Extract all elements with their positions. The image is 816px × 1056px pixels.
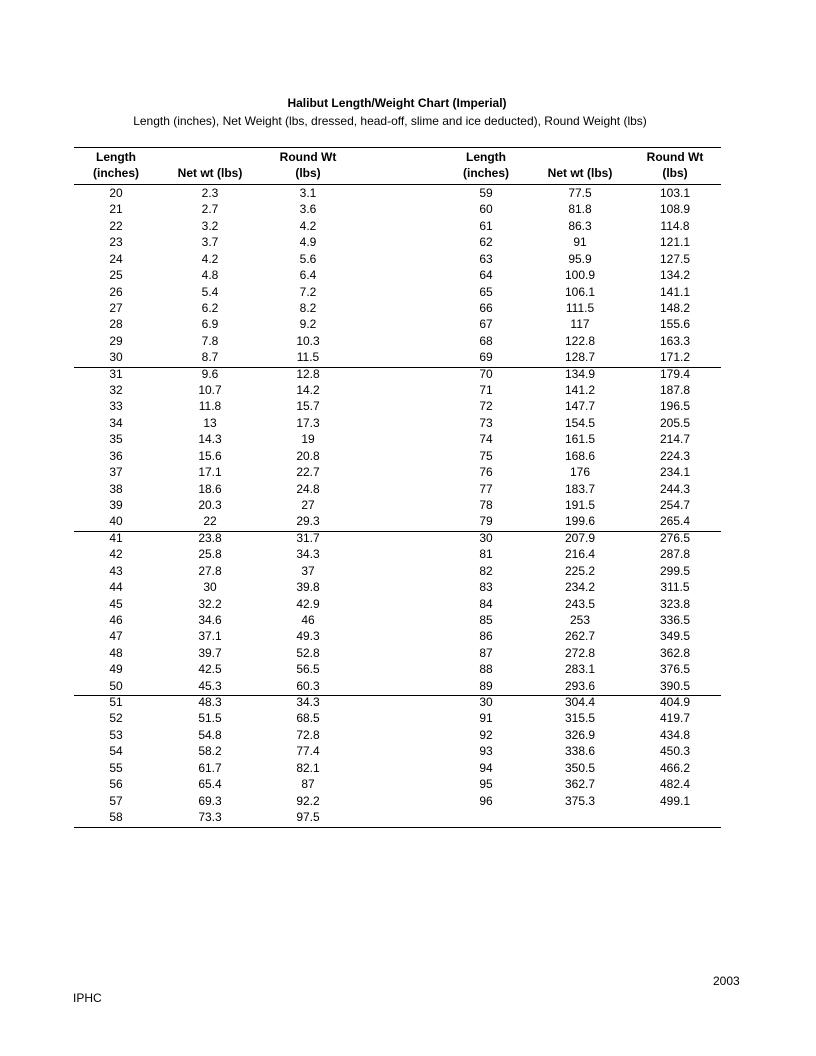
cell-length: 81 xyxy=(479,547,493,562)
cell-round-weight: 82.1 xyxy=(296,760,320,775)
cell-net-weight: 117 xyxy=(570,317,590,332)
cell-round-weight: 254.7 xyxy=(659,497,691,512)
cell-net-weight: 9.6 xyxy=(201,366,219,381)
cell-length: 77 xyxy=(479,481,493,496)
cell-net-weight: 23.8 xyxy=(198,530,222,545)
cell-round-weight: 4.9 xyxy=(299,235,317,250)
cell-net-weight: 106.1 xyxy=(564,284,596,299)
cell-net-weight: 10.7 xyxy=(198,383,222,398)
cell-net-weight: 65.4 xyxy=(198,777,222,792)
cell-length: 45 xyxy=(109,596,123,611)
cell-length: 85 xyxy=(479,612,493,627)
cell-net-weight: 375.3 xyxy=(564,793,596,808)
cell-length: 83 xyxy=(479,580,493,595)
cell-length: 44 xyxy=(109,580,123,595)
cell-length: 34 xyxy=(109,415,123,430)
cell-round-weight: 14.2 xyxy=(296,383,320,398)
cell-net-weight: 134.9 xyxy=(564,366,596,381)
cell-net-weight: 293.6 xyxy=(564,678,596,693)
footer-organization: IPHC xyxy=(73,991,102,1005)
cell-length: 40 xyxy=(109,514,123,529)
cell-net-weight: 2.3 xyxy=(201,186,219,200)
cell-net-weight: 154.5 xyxy=(564,415,596,430)
cell-net-weight: 86.3 xyxy=(568,218,592,233)
cell-net-weight: 338.6 xyxy=(564,744,596,759)
cell-length: 71 xyxy=(479,383,493,398)
cell-net-weight: 2.7 xyxy=(201,202,219,217)
cell-length: 30 xyxy=(109,350,123,365)
cell-net-weight: 4.8 xyxy=(201,268,219,283)
cell-length: 89 xyxy=(479,678,493,693)
header-roundwt-left-line2: (lbs) xyxy=(295,166,321,180)
cell-net-weight: 4.2 xyxy=(201,251,219,266)
cell-net-weight: 5.4 xyxy=(201,284,219,299)
cell-round-weight: 15.7 xyxy=(296,399,320,414)
cell-length: 36 xyxy=(109,448,123,463)
cell-length: 59 xyxy=(479,186,493,200)
cell-round-weight: 27 xyxy=(301,497,315,512)
cell-net-weight: 91 xyxy=(573,235,587,250)
cell-length: 21 xyxy=(109,202,123,217)
cell-net-weight: 13 xyxy=(203,415,217,430)
cell-length: 70 xyxy=(479,366,493,381)
cell-net-weight: 22 xyxy=(203,514,217,529)
cell-length: 86 xyxy=(479,629,493,644)
header-length-left-line2: (inches) xyxy=(92,166,139,180)
cell-net-weight: 3.7 xyxy=(201,235,219,250)
cell-length: 63 xyxy=(479,251,493,266)
cell-round-weight: 72.8 xyxy=(296,727,320,742)
cell-net-weight: 15.6 xyxy=(198,448,222,463)
cell-net-weight: 141.2 xyxy=(564,383,596,398)
cell-round-weight: 214.7 xyxy=(659,432,691,447)
cell-length: 24 xyxy=(109,251,123,266)
cell-net-weight: 51.5 xyxy=(198,711,222,726)
cell-net-weight: 262.7 xyxy=(564,629,596,644)
cell-length: 25 xyxy=(109,268,123,283)
cell-round-weight: 9.2 xyxy=(299,317,317,332)
cell-round-weight: 499.1 xyxy=(659,793,691,808)
cell-net-weight: 18.6 xyxy=(198,481,222,496)
cell-round-weight: 323.8 xyxy=(659,596,691,611)
header-netwt-left: Net wt (lbs) xyxy=(177,166,243,180)
cell-net-weight: 17.1 xyxy=(198,465,222,480)
cell-round-weight: 349.5 xyxy=(659,629,691,644)
cell-length: 37 xyxy=(109,465,123,480)
cell-length: 64 xyxy=(479,268,493,283)
cell-length: 66 xyxy=(479,300,493,315)
cell-length: 55 xyxy=(109,760,123,775)
cell-net-weight: 11.8 xyxy=(198,399,222,414)
header-length-left-line1: Length xyxy=(96,150,136,164)
cell-net-weight: 362.7 xyxy=(564,777,596,792)
cell-round-weight: 34.3 xyxy=(296,695,320,710)
cell-round-weight: 265.4 xyxy=(659,514,691,529)
cell-round-weight: 311.5 xyxy=(660,580,690,595)
cell-length: 82 xyxy=(479,563,493,578)
cell-round-weight: 34.3 xyxy=(296,547,320,562)
cell-net-weight: 95.9 xyxy=(568,251,592,266)
cell-net-weight: 234.2 xyxy=(564,580,596,595)
cell-round-weight: 163.3 xyxy=(659,333,691,348)
cell-round-weight: 376.5 xyxy=(659,662,691,677)
cell-round-weight: 10.3 xyxy=(296,333,320,348)
cell-net-weight: 315.5 xyxy=(564,711,596,726)
header-roundwt-left-line1: Round Wt xyxy=(279,150,337,164)
cell-net-weight: 30 xyxy=(203,580,217,595)
cell-length: 33 xyxy=(109,399,123,414)
cell-net-weight: 350.5 xyxy=(564,760,596,775)
cell-net-weight: 73.3 xyxy=(198,809,222,824)
cell-round-weight: 108.9 xyxy=(659,202,691,217)
cell-length: 26 xyxy=(109,284,123,299)
cell-round-weight: 419.7 xyxy=(659,711,691,726)
cell-length: 29 xyxy=(109,333,123,348)
cell-length: 42 xyxy=(109,547,123,562)
cell-round-weight: 103.1 xyxy=(659,186,691,200)
cell-net-weight: 128.7 xyxy=(564,350,596,365)
cell-length: 79 xyxy=(479,514,493,529)
cell-length: 23 xyxy=(109,235,123,250)
cell-round-weight: 466.2 xyxy=(659,760,691,775)
cell-round-weight: 5.6 xyxy=(299,251,317,266)
cell-round-weight: 244.3 xyxy=(659,481,691,496)
cell-round-weight: 6.4 xyxy=(299,268,317,283)
cell-round-weight: 7.2 xyxy=(299,284,317,299)
cell-round-weight: 24.8 xyxy=(296,481,320,496)
cell-length: 92 xyxy=(479,727,493,742)
cell-round-weight: 141.1 xyxy=(659,284,691,299)
cell-round-weight: 31.7 xyxy=(296,530,320,545)
cell-net-weight: 199.6 xyxy=(564,514,596,529)
cell-round-weight: 92.2 xyxy=(296,793,320,808)
cell-round-weight: 336.5 xyxy=(659,612,691,627)
cell-net-weight: 176 xyxy=(569,465,591,480)
cell-round-weight: 52.8 xyxy=(296,645,320,660)
cell-length: 72 xyxy=(479,399,493,414)
cell-round-weight: 29.3 xyxy=(296,514,320,529)
cell-length: 20 xyxy=(109,186,123,200)
cell-round-weight: 127.5 xyxy=(659,251,691,266)
cell-length: 96 xyxy=(479,793,493,808)
cell-round-weight: 8.2 xyxy=(299,300,317,315)
cell-length: 39 xyxy=(109,497,123,512)
cell-length: 52 xyxy=(109,711,123,726)
cell-length: 78 xyxy=(479,497,493,512)
cell-length: 35 xyxy=(109,432,123,447)
table-top-rule xyxy=(74,147,721,148)
cell-length: 32 xyxy=(109,383,123,398)
cell-net-weight: 34.6 xyxy=(198,612,222,627)
cell-length: 65 xyxy=(479,284,493,299)
header-roundwt-right-line2: (lbs) xyxy=(662,166,688,180)
cell-length: 27 xyxy=(109,300,123,315)
cell-net-weight: 7.8 xyxy=(201,333,219,348)
cell-net-weight: 111.5 xyxy=(565,300,595,315)
cell-length: 31 xyxy=(109,366,123,381)
cell-length: 67 xyxy=(479,317,493,332)
cell-net-weight: 14.3 xyxy=(198,432,222,447)
cell-net-weight: 20.3 xyxy=(198,497,222,512)
cell-length: 84 xyxy=(479,596,493,611)
cell-length: 56 xyxy=(109,777,123,792)
cell-net-weight: 147.7 xyxy=(564,399,596,414)
cell-net-weight: 183.7 xyxy=(564,481,596,496)
cell-round-weight: 46 xyxy=(301,612,315,627)
cell-net-weight: 32.2 xyxy=(198,596,222,611)
cell-length: 88 xyxy=(479,662,493,677)
cell-round-weight: 4.2 xyxy=(299,218,317,233)
cell-round-weight: 362.8 xyxy=(659,645,691,660)
cell-net-weight: 8.7 xyxy=(201,350,219,365)
cell-round-weight: 187.8 xyxy=(659,383,691,398)
cell-round-weight: 42.9 xyxy=(296,596,320,611)
cell-net-weight: 37.1 xyxy=(198,629,222,644)
cell-round-weight: 17.3 xyxy=(296,415,320,430)
cell-round-weight: 134.2 xyxy=(659,268,691,283)
cell-length: 30 xyxy=(479,530,493,545)
cell-length: 74 xyxy=(479,432,493,447)
cell-length: 43 xyxy=(109,563,123,578)
cell-net-weight: 3.2 xyxy=(201,218,219,233)
cell-round-weight: 114.8 xyxy=(660,218,690,233)
cell-round-weight: 404.9 xyxy=(659,695,691,710)
cell-length: 30 xyxy=(479,695,493,710)
cell-length: 68 xyxy=(479,333,493,348)
cell-net-weight: 48.3 xyxy=(198,695,222,710)
cell-length: 95 xyxy=(479,777,493,792)
cell-round-weight: 19 xyxy=(301,432,315,447)
cell-round-weight: 3.1 xyxy=(299,186,317,200)
cell-net-weight: 27.8 xyxy=(198,563,222,578)
cell-round-weight: 56.5 xyxy=(296,662,320,677)
cell-length: 47 xyxy=(109,629,123,644)
cell-net-weight: 253 xyxy=(569,612,591,627)
cell-length: 28 xyxy=(109,317,123,332)
cell-net-weight: 122.8 xyxy=(564,333,596,348)
cell-round-weight: 287.8 xyxy=(659,547,691,562)
cell-net-weight: 42.5 xyxy=(198,662,222,677)
cell-length: 58 xyxy=(109,809,123,824)
cell-round-weight: 39.8 xyxy=(296,580,320,595)
cell-length: 53 xyxy=(109,727,123,742)
cell-length: 73 xyxy=(479,415,493,430)
cell-length: 51 xyxy=(109,695,123,710)
cell-net-weight: 161.5 xyxy=(564,432,596,447)
cell-net-weight: 6.9 xyxy=(201,317,219,332)
cell-round-weight: 299.5 xyxy=(659,563,691,578)
cell-net-weight: 77.5 xyxy=(568,186,592,200)
header-roundwt-right-line1: Round Wt xyxy=(646,150,704,164)
cell-length: 93 xyxy=(479,744,493,759)
cell-net-weight: 168.6 xyxy=(564,448,596,463)
header-length-right-line2: (inches) xyxy=(462,166,509,180)
cell-net-weight: 54.8 xyxy=(198,727,222,742)
cell-net-weight: 191.5 xyxy=(564,497,596,512)
cell-round-weight: 20.8 xyxy=(296,448,320,463)
cell-round-weight: 11.5 xyxy=(296,350,320,365)
cell-net-weight: 61.7 xyxy=(198,760,222,775)
cell-length: 46 xyxy=(109,612,123,627)
header-netwt-right: Net wt (lbs) xyxy=(547,166,613,180)
cell-length: 76 xyxy=(479,465,493,480)
chart-title: Halibut Length/Weight Chart (Imperial) xyxy=(287,96,507,110)
cell-net-weight: 207.9 xyxy=(564,530,596,545)
cell-length: 49 xyxy=(109,662,123,677)
cell-length: 62 xyxy=(479,235,493,250)
cell-round-weight: 179.4 xyxy=(659,366,691,381)
cell-round-weight: 37 xyxy=(301,563,315,578)
cell-round-weight: 22.7 xyxy=(296,465,320,480)
cell-net-weight: 69.3 xyxy=(198,793,222,808)
cell-length: 69 xyxy=(479,350,493,365)
cell-round-weight: 196.5 xyxy=(659,399,691,414)
cell-round-weight: 49.3 xyxy=(296,629,320,644)
cell-length: 91 xyxy=(479,711,493,726)
cell-length: 50 xyxy=(109,678,123,693)
table-bottom-rule xyxy=(74,827,721,828)
cell-round-weight: 87 xyxy=(301,777,315,792)
footer-year: 2003 xyxy=(713,974,740,988)
cell-net-weight: 6.2 xyxy=(201,300,219,315)
cell-length: 61 xyxy=(479,218,493,233)
cell-net-weight: 283.1 xyxy=(564,662,596,677)
cell-net-weight: 225.2 xyxy=(564,563,596,578)
cell-net-weight: 39.7 xyxy=(198,645,222,660)
cell-round-weight: 276.5 xyxy=(659,530,691,545)
cell-length: 60 xyxy=(479,202,493,217)
cell-net-weight: 326.9 xyxy=(564,727,596,742)
cell-net-weight: 216.4 xyxy=(564,547,596,562)
cell-round-weight: 482.4 xyxy=(659,777,691,792)
cell-round-weight: 60.3 xyxy=(296,678,320,693)
cell-length: 48 xyxy=(109,645,123,660)
cell-net-weight: 25.8 xyxy=(198,547,222,562)
cell-net-weight: 304.4 xyxy=(564,695,596,710)
cell-round-weight: 224.3 xyxy=(659,448,691,463)
cell-round-weight: 155.6 xyxy=(659,317,691,332)
cell-round-weight: 121.1 xyxy=(659,235,691,250)
cell-round-weight: 390.5 xyxy=(659,678,691,693)
cell-round-weight: 434.8 xyxy=(659,727,691,742)
cell-length: 75 xyxy=(479,448,493,463)
cell-net-weight: 100.9 xyxy=(564,268,596,283)
cell-length: 57 xyxy=(109,793,123,808)
cell-round-weight: 205.5 xyxy=(659,415,691,430)
cell-round-weight: 450.3 xyxy=(659,744,691,759)
cell-length: 22 xyxy=(109,218,123,233)
cell-length: 87 xyxy=(479,645,493,660)
header-length-right-line1: Length xyxy=(466,150,506,164)
cell-round-weight: 3.6 xyxy=(299,202,317,217)
cell-length: 94 xyxy=(479,760,493,775)
cell-round-weight: 234.1 xyxy=(659,465,691,480)
cell-length: 41 xyxy=(109,530,123,545)
chart-subtitle: Length (inches), Net Weight (lbs, dressed, head-off, slime and ice deducted), Round Weight (lbs) xyxy=(133,114,647,128)
cell-round-weight: 171.2 xyxy=(659,350,691,365)
cell-round-weight: 12.8 xyxy=(296,366,320,381)
cell-round-weight: 148.2 xyxy=(659,300,691,315)
cell-net-weight: 272.8 xyxy=(564,645,596,660)
cell-length: 54 xyxy=(109,744,123,759)
cell-net-weight: 58.2 xyxy=(198,744,222,759)
cell-net-weight: 81.8 xyxy=(568,202,592,217)
cell-length: 38 xyxy=(109,481,123,496)
cell-round-weight: 68.5 xyxy=(296,711,320,726)
cell-net-weight: 243.5 xyxy=(564,596,596,611)
cell-round-weight: 97.5 xyxy=(296,809,320,824)
cell-round-weight: 77.4 xyxy=(296,744,320,759)
cell-net-weight: 45.3 xyxy=(198,678,222,693)
